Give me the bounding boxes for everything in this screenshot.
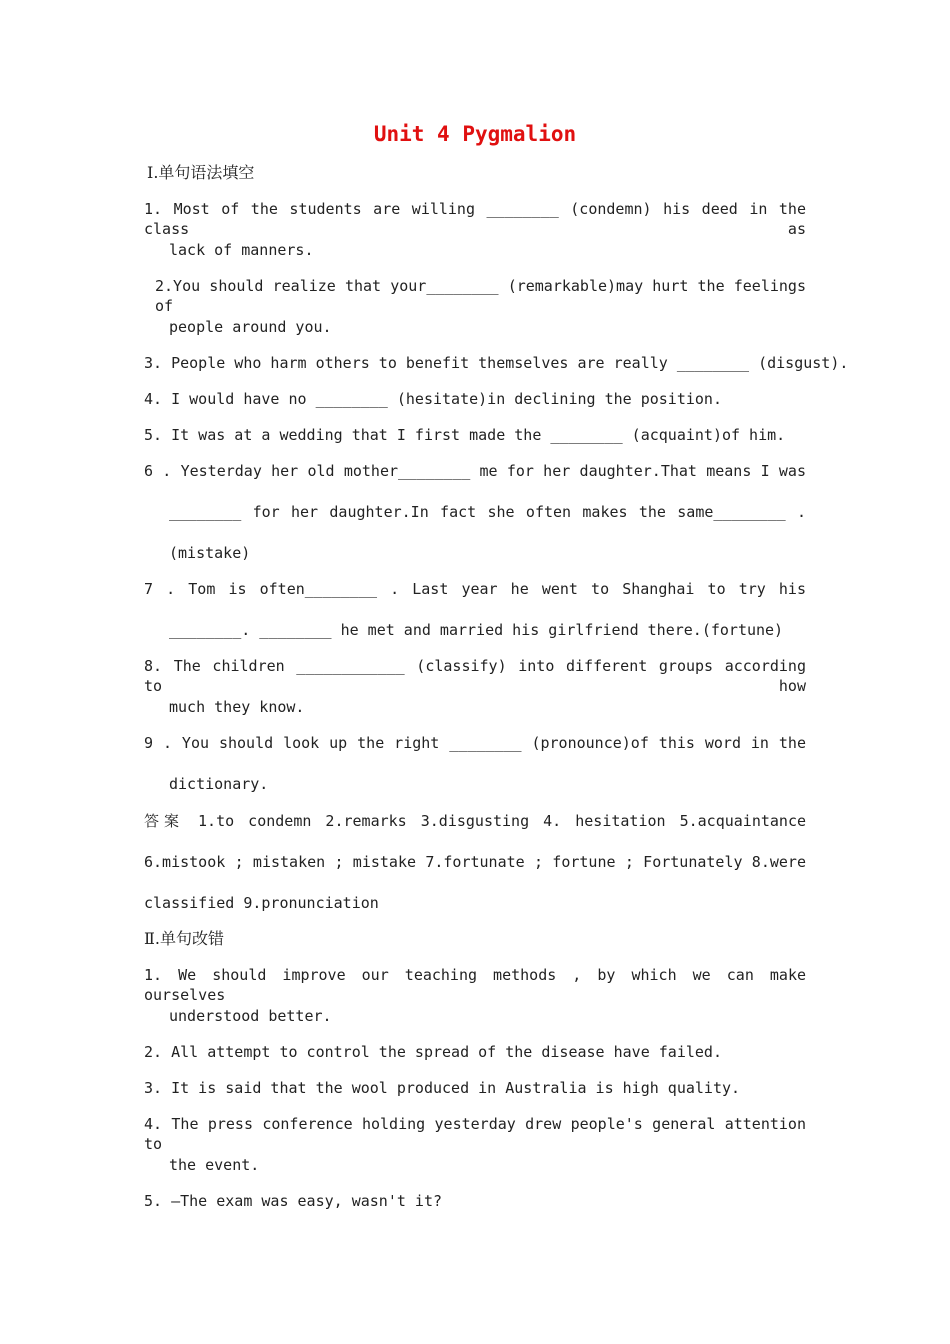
question-8-line-1: 8. The children ____________ (classify) into different groups according to how	[144, 657, 806, 695]
section-heading-error-correction: Ⅱ.单句改错	[144, 929, 224, 948]
correction-2: 2. All attempt to control the spread of the disease have failed.	[144, 1043, 722, 1061]
correction-5: 5. —The exam was easy, wasn't it?	[144, 1192, 443, 1210]
correction-4-line-2: the event.	[169, 1156, 260, 1174]
question-5: 5. It was at a wedding that I first made the ________ (acquaint)of him.	[144, 426, 786, 444]
answer-key-line-2: 6.mistook ; mistaken ; mistake 7.fortunate ; fortune ; Fortunately 8.were	[144, 853, 806, 871]
question-7-line-1: 7 . Tom is often________ . Last year he went to Shanghai to try his	[144, 580, 806, 598]
question-6-line-2: ________ for her daughter.In fact she often makes the same________ .	[169, 503, 806, 521]
question-1-line-1: 1. Most of the students are willing ________ (condemn) his deed in the class as	[144, 200, 806, 238]
question-9-line-1: 9 . You should look up the right ________ (pronounce)of this word in the	[144, 734, 806, 752]
question-2-line-2: people around you.	[169, 318, 332, 336]
page-title: Unit 4 Pygmalion	[373, 122, 577, 146]
question-2-line-1: 2.You should realize that your________ (remarkable)may hurt the feelings of	[155, 277, 806, 315]
question-4: 4. I would have no ________ (hesitate)in declining the position.	[144, 390, 722, 408]
correction-4-line-1: 4. The press conference holding yesterday drew people's general attention to	[144, 1115, 806, 1153]
question-6-line-1: 6 . Yesterday her old mother________ me for her daughter.That means I was	[144, 462, 806, 480]
question-3: 3. People who harm others to benefit themselves are really ________ (disgust).	[144, 354, 849, 372]
answer-key-line-1: 答案 1.to condemn 2.remarks 3.disgusting 4. hesitation 5.acquaintance	[144, 812, 806, 830]
answer-key-line-3: classified 9.pronunciation	[144, 894, 379, 912]
section-heading-grammar-fill: Ⅰ.单句语法填空	[147, 163, 255, 182]
correction-1-line-1: 1. We should improve our teaching methods , by which we can make ourselves	[144, 966, 806, 1004]
correction-1-line-2: understood better.	[169, 1007, 332, 1025]
question-8-line-2: much they know.	[169, 698, 305, 716]
correction-3: 3. It is said that the wool produced in Australia is high quality.	[144, 1079, 741, 1097]
question-7-line-2: ________. ________ he met and married his girlfriend there.(fortune)	[169, 621, 784, 639]
question-6-line-3: (mistake)	[169, 544, 251, 562]
question-9-line-2: dictionary.	[169, 775, 269, 793]
question-1-line-2: lack of manners.	[169, 241, 314, 259]
